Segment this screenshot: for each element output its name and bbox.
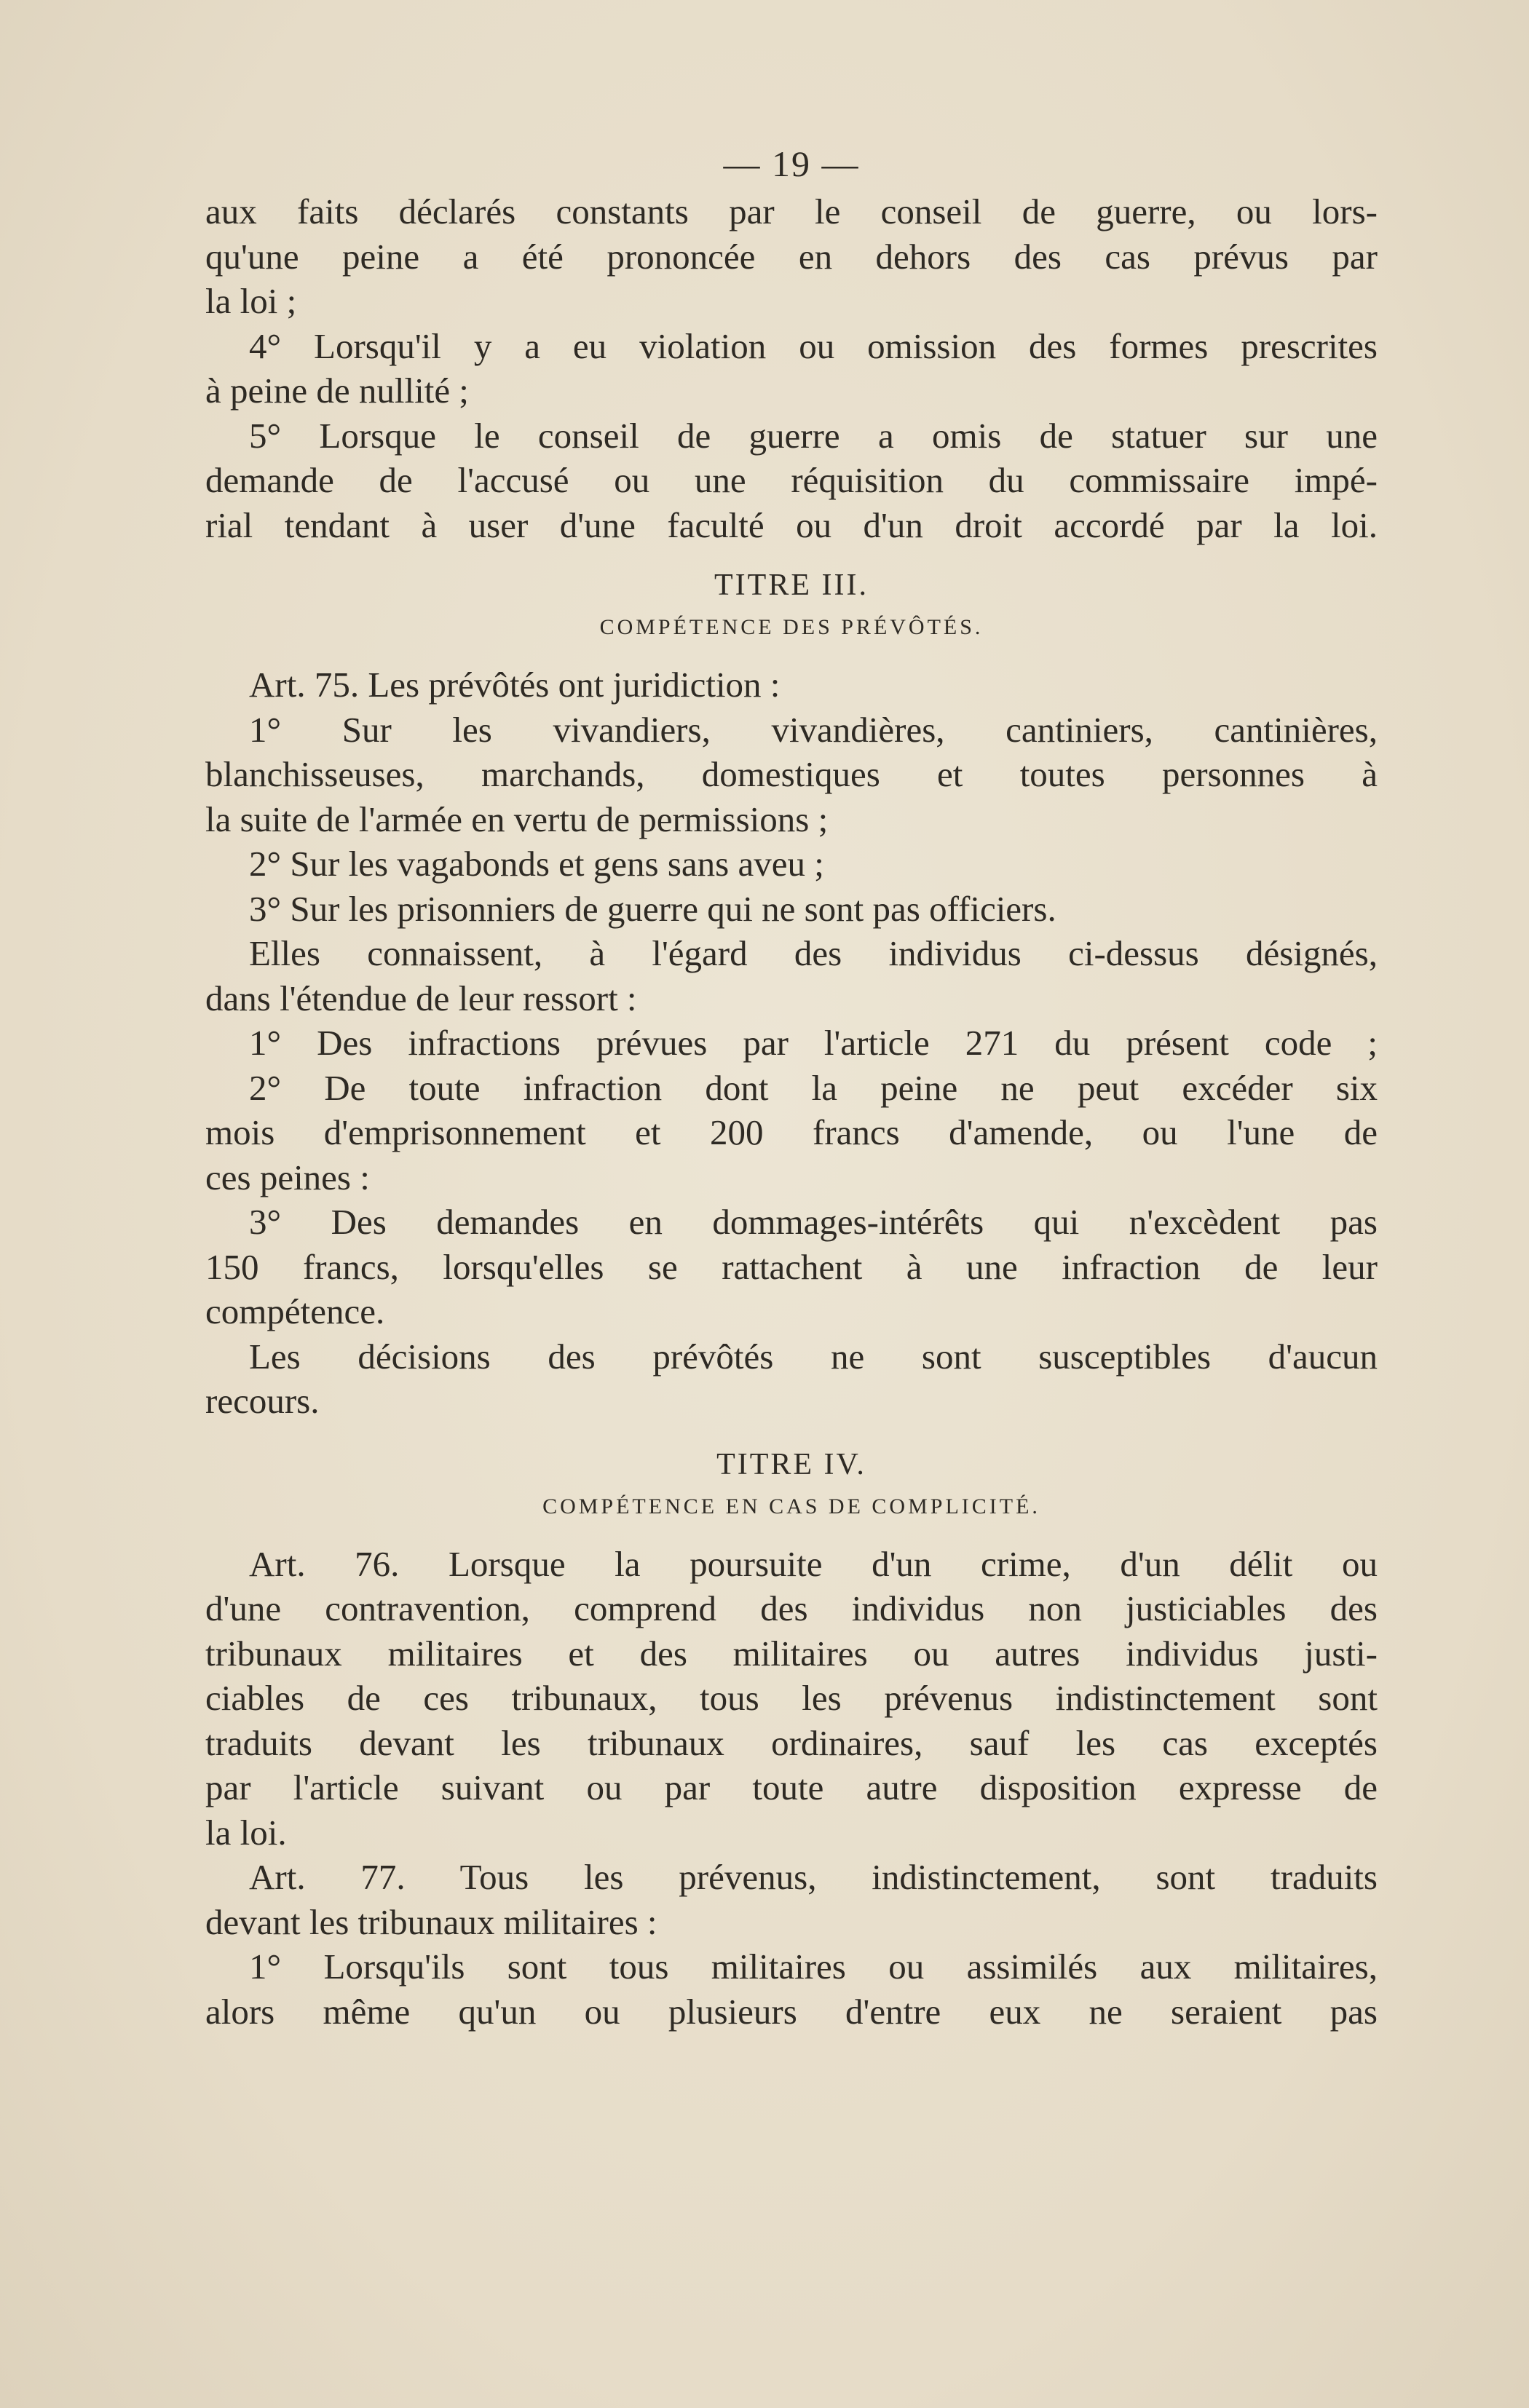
text-line: 5° Lorsque le conseil de guerre a omis de statuer sur une (249, 415, 1378, 456)
text-line: tribunaux militaires et des militaires ou autres individus justi- (205, 1633, 1378, 1674)
section-subtitle: COMPÉTENCE EN CAS DE COMPLICITÉ. (542, 1494, 1040, 1518)
text-line: d'une contravention, comprend des individus non justiciables des (205, 1588, 1378, 1628)
text-line: 2° Sur les vagabonds et gens sans aveu ; (249, 844, 824, 884)
section-titre-4 (205, 1443, 1378, 1527)
text-line: à peine de nullité ; (205, 371, 469, 411)
text-line: la suite de l'armée en vertu de permissions ; (205, 799, 829, 839)
text-line: demande de l'accusé ou une réquisition du commissaire impé- (205, 460, 1378, 500)
text-line: ciables de ces tribunaux, tous les prévenus indistinctement sont (205, 1678, 1378, 1718)
text-line: par l'article suivant ou par toute autre disposition expresse de (205, 1767, 1378, 1807)
section-subtitle: COMPÉTENCE DES PRÉVÔTÉS. (599, 615, 984, 639)
text-line: aux faits déclarés constants par le conseil de guerre, ou lors- (205, 191, 1378, 231)
section-title: TITRE III. (714, 569, 869, 602)
text-line: qu'une peine a été prononcée en dehors des cas prévus par (205, 236, 1378, 277)
text-line: devant les tribunaux militaires : (205, 1901, 657, 1942)
section-titre-3 (205, 563, 1378, 648)
text-line: mois d'emprisonnement et 200 francs d'amende, ou l'une de (205, 1112, 1378, 1152)
text-line: Les décisions des prévôtés ne sont susceptibles d'aucun (249, 1336, 1378, 1377)
text-line: 1° Des infractions prévues par l'article 271 du présent code ; (249, 1023, 1378, 1063)
section-title: TITRE IV. (716, 1447, 866, 1481)
text-line: blanchisseuses, marchands, domestiques et toutes personnes à (205, 754, 1378, 794)
text-line: 4° Lorsqu'il y a eu violation ou omission des formes prescrites (249, 325, 1378, 366)
text-block (205, 138, 1378, 2034)
text-line: 150 francs, lorsqu'elles se rattachent à une infraction de leur (205, 1246, 1378, 1287)
paragraph-group-top (205, 189, 1378, 547)
text-line: rial tendant à user d'une faculté ou d'un droit accordé par la loi. (205, 504, 1378, 545)
text-line: la loi ; (205, 281, 297, 321)
text-line: alors même qu'un ou plusieurs d'entre eux ne seraient pas (205, 1991, 1378, 2032)
text-line: 2° De toute infraction dont la peine ne peut excéder six (249, 1067, 1378, 1108)
text-line: 3° Des demandes en dommages-intérêts qui n'excèdent pas (249, 1202, 1378, 1242)
text-line: dans l'étendue de leur ressort : (205, 978, 637, 1018)
text-line: Art. 76. Lorsque la poursuite d'un crime, d'un délit ou (249, 1543, 1378, 1584)
text-line: traduits devant les tribunaux ordinaires, sauf les cas exceptés (205, 1722, 1378, 1763)
text-line: recours. (205, 1381, 320, 1421)
page-number: — 19 — (723, 143, 860, 184)
paragraph-group-bottom (205, 1542, 1378, 2035)
text-line: 3° Sur les prisonniers de guerre qui ne sont pas officiers. (249, 888, 1056, 929)
text-line: la loi. (205, 1812, 287, 1853)
text-line: Elles connaissent, à l'égard des individus ci-dessus désignés, (249, 933, 1378, 973)
text-line: Art. 75. Les prévôtés ont juridiction : (249, 665, 781, 705)
text-line: 1° Sur les vivandiers, vivandières, cantiniers, cantinières, (249, 709, 1378, 750)
text-line: Art. 77. Tous les prévenus, indistinctement, sont traduits (249, 1857, 1378, 1897)
paragraph-group-middle (205, 662, 1378, 1424)
text-line: ces peines : (205, 1157, 370, 1197)
text-line: compétence. (205, 1291, 385, 1331)
text-line: 1° Lorsqu'ils sont tous militaires ou assimilés aux militaires, (249, 1946, 1378, 1987)
